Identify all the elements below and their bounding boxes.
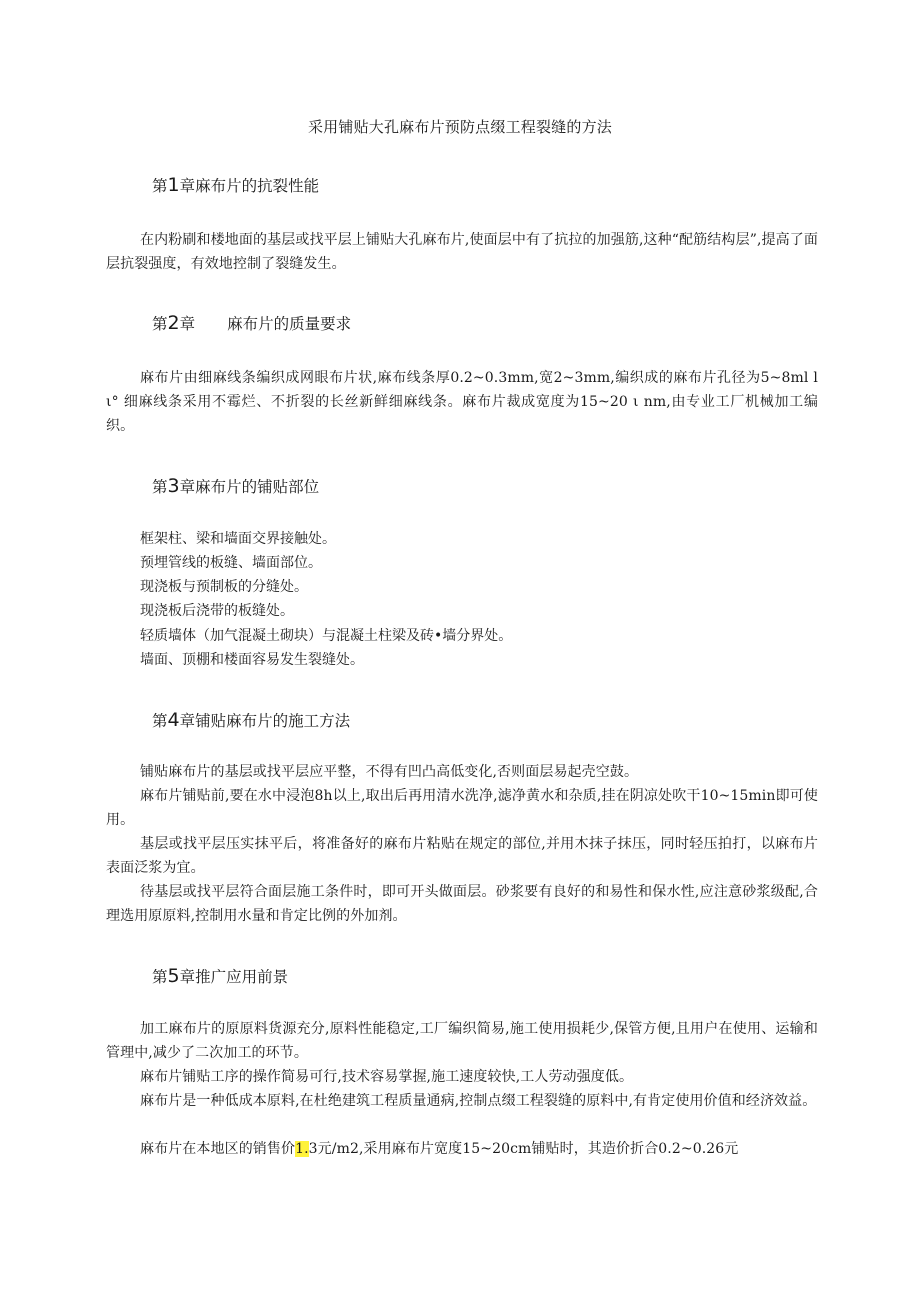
list-item: 预埋管线的板缝、墙面部位。 (140, 555, 322, 571)
chapter-title: 章麻布片的抗裂性能 (179, 177, 320, 195)
chapter-5-paragraph-1: 加工麻布片的原原料货源充分,原料性能稳定,工厂编织简易,施工使用损耗少,保管方便,且用户在使用、运输和管理中,减少了二次加工的环节。 (106, 1021, 818, 1061)
chapter-number: 2 (167, 312, 180, 334)
chapter-prefix: 第 (152, 315, 168, 333)
document-title: 采用铺贴大孔麻布片预防点缀工程裂缝的方法 (307, 118, 612, 136)
chapter-prefix: 第 (152, 478, 168, 496)
chapter-4-paragraph-4: 待基层或找平层符合面层施工条件时，即可开头做面层。砂浆要有良好的和易性和保水性,应注意砂浆级配,合理选用原原料,控制用水量和肯定比例的外加剂。 (106, 884, 818, 924)
price-text-continued: 3元/m2,采用麻布片宽度15~20cm铺贴时，其造价折合0.2~0.26元 (308, 1141, 739, 1157)
price-text: 麻布片在本地区的销售价 (140, 1141, 296, 1157)
chapter-5-heading (152, 965, 288, 987)
chapter-title: 麻布片的质量要求 (227, 315, 352, 333)
highlighted-text: 1. (295, 1141, 309, 1157)
chapter-title: 章铺贴麻布片的施工方法 (179, 712, 351, 730)
list-item: 现浇板后浇带的板缝处。 (140, 603, 294, 619)
chapter-4-paragraph-2: 麻布片铺贴前,要在水中浸泡8h以上,取出后再用清水洗净,滤净黄水和杂质,挂在阴凉处吹干10~15min即可使用。 (106, 788, 818, 828)
chapter-label: 章 (179, 315, 196, 333)
chapter-number: 5 (167, 965, 180, 987)
chapter-1-heading (152, 174, 319, 196)
chapter-prefix: 第 (152, 177, 168, 195)
chapter-prefix: 第 (152, 712, 168, 730)
chapter-4-paragraph-1: 铺贴麻布片的基层或找平层应平整，不得有凹凸高低变化,否则面层易起壳空鼓。 (140, 764, 639, 780)
chapter-number: 4 (167, 709, 180, 731)
chapter-5-paragraph-3: 麻布片是一种低成本原料,在杜绝建筑工程质量通病,控制点缀工程裂缝的原料中,有肯定使用价值和经济效益。 (140, 1093, 817, 1109)
list-item: 框架柱、梁和墙面交界接触处。 (140, 531, 336, 547)
list-item: 现浇板与预制板的分缝处。 (140, 579, 308, 595)
chapter-3-heading (152, 475, 319, 497)
chapter-2-heading (152, 312, 351, 334)
chapter-number: 1 (167, 174, 180, 196)
chapter-title: 章麻布片的铺贴部位 (179, 478, 320, 496)
list-item: 墙面、顶棚和楼面容易发生裂缝处。 (140, 652, 364, 668)
chapter-prefix: 第 (152, 968, 168, 986)
list-item: 轻质墙体（加气混凝土砌块）与混凝土柱梁及砖•墙分界处。 (140, 628, 513, 644)
chapter-1-paragraph-1: 在内粉刷和楼地面的基层或找平层上铺贴大孔麻布片,使面层中有了抗拉的加强筋,这种“配筋结构层”,提高了面层抗裂强度，有效地控制了裂缝发生。 (106, 232, 818, 272)
chapter-2-paragraph-1: 麻布片由细麻线条编织成网眼布片状,麻布线条厚0.2~0.3mm,宽2~3mm,编织成的麻布片孔径为5~8ml l ι° 细麻线条采用不霉烂、不折裂的长丝新鲜细麻线条。麻布片裁成宽度为15~20 ι nm,由专业工厂机械加工编织。 (106, 370, 818, 434)
chapter-5-paragraph-4 (106, 1137, 818, 1161)
chapter-4-paragraph-3: 基层或找平层压实抹平后，将准备好的麻布片粘贴在规定的部位,并用木抹子抹压，同时轻压拍打，以麻布片表面泛浆为宜。 (106, 836, 818, 876)
chapter-number: 3 (167, 475, 180, 497)
chapter-5-paragraph-2: 麻布片铺贴工序的操作简易可行,技术容易掌握,施工速度较快,工人劳动强度低。 (140, 1069, 634, 1085)
chapter-title: 章推广应用前景 (179, 968, 289, 986)
chapter-4-heading (152, 709, 350, 731)
